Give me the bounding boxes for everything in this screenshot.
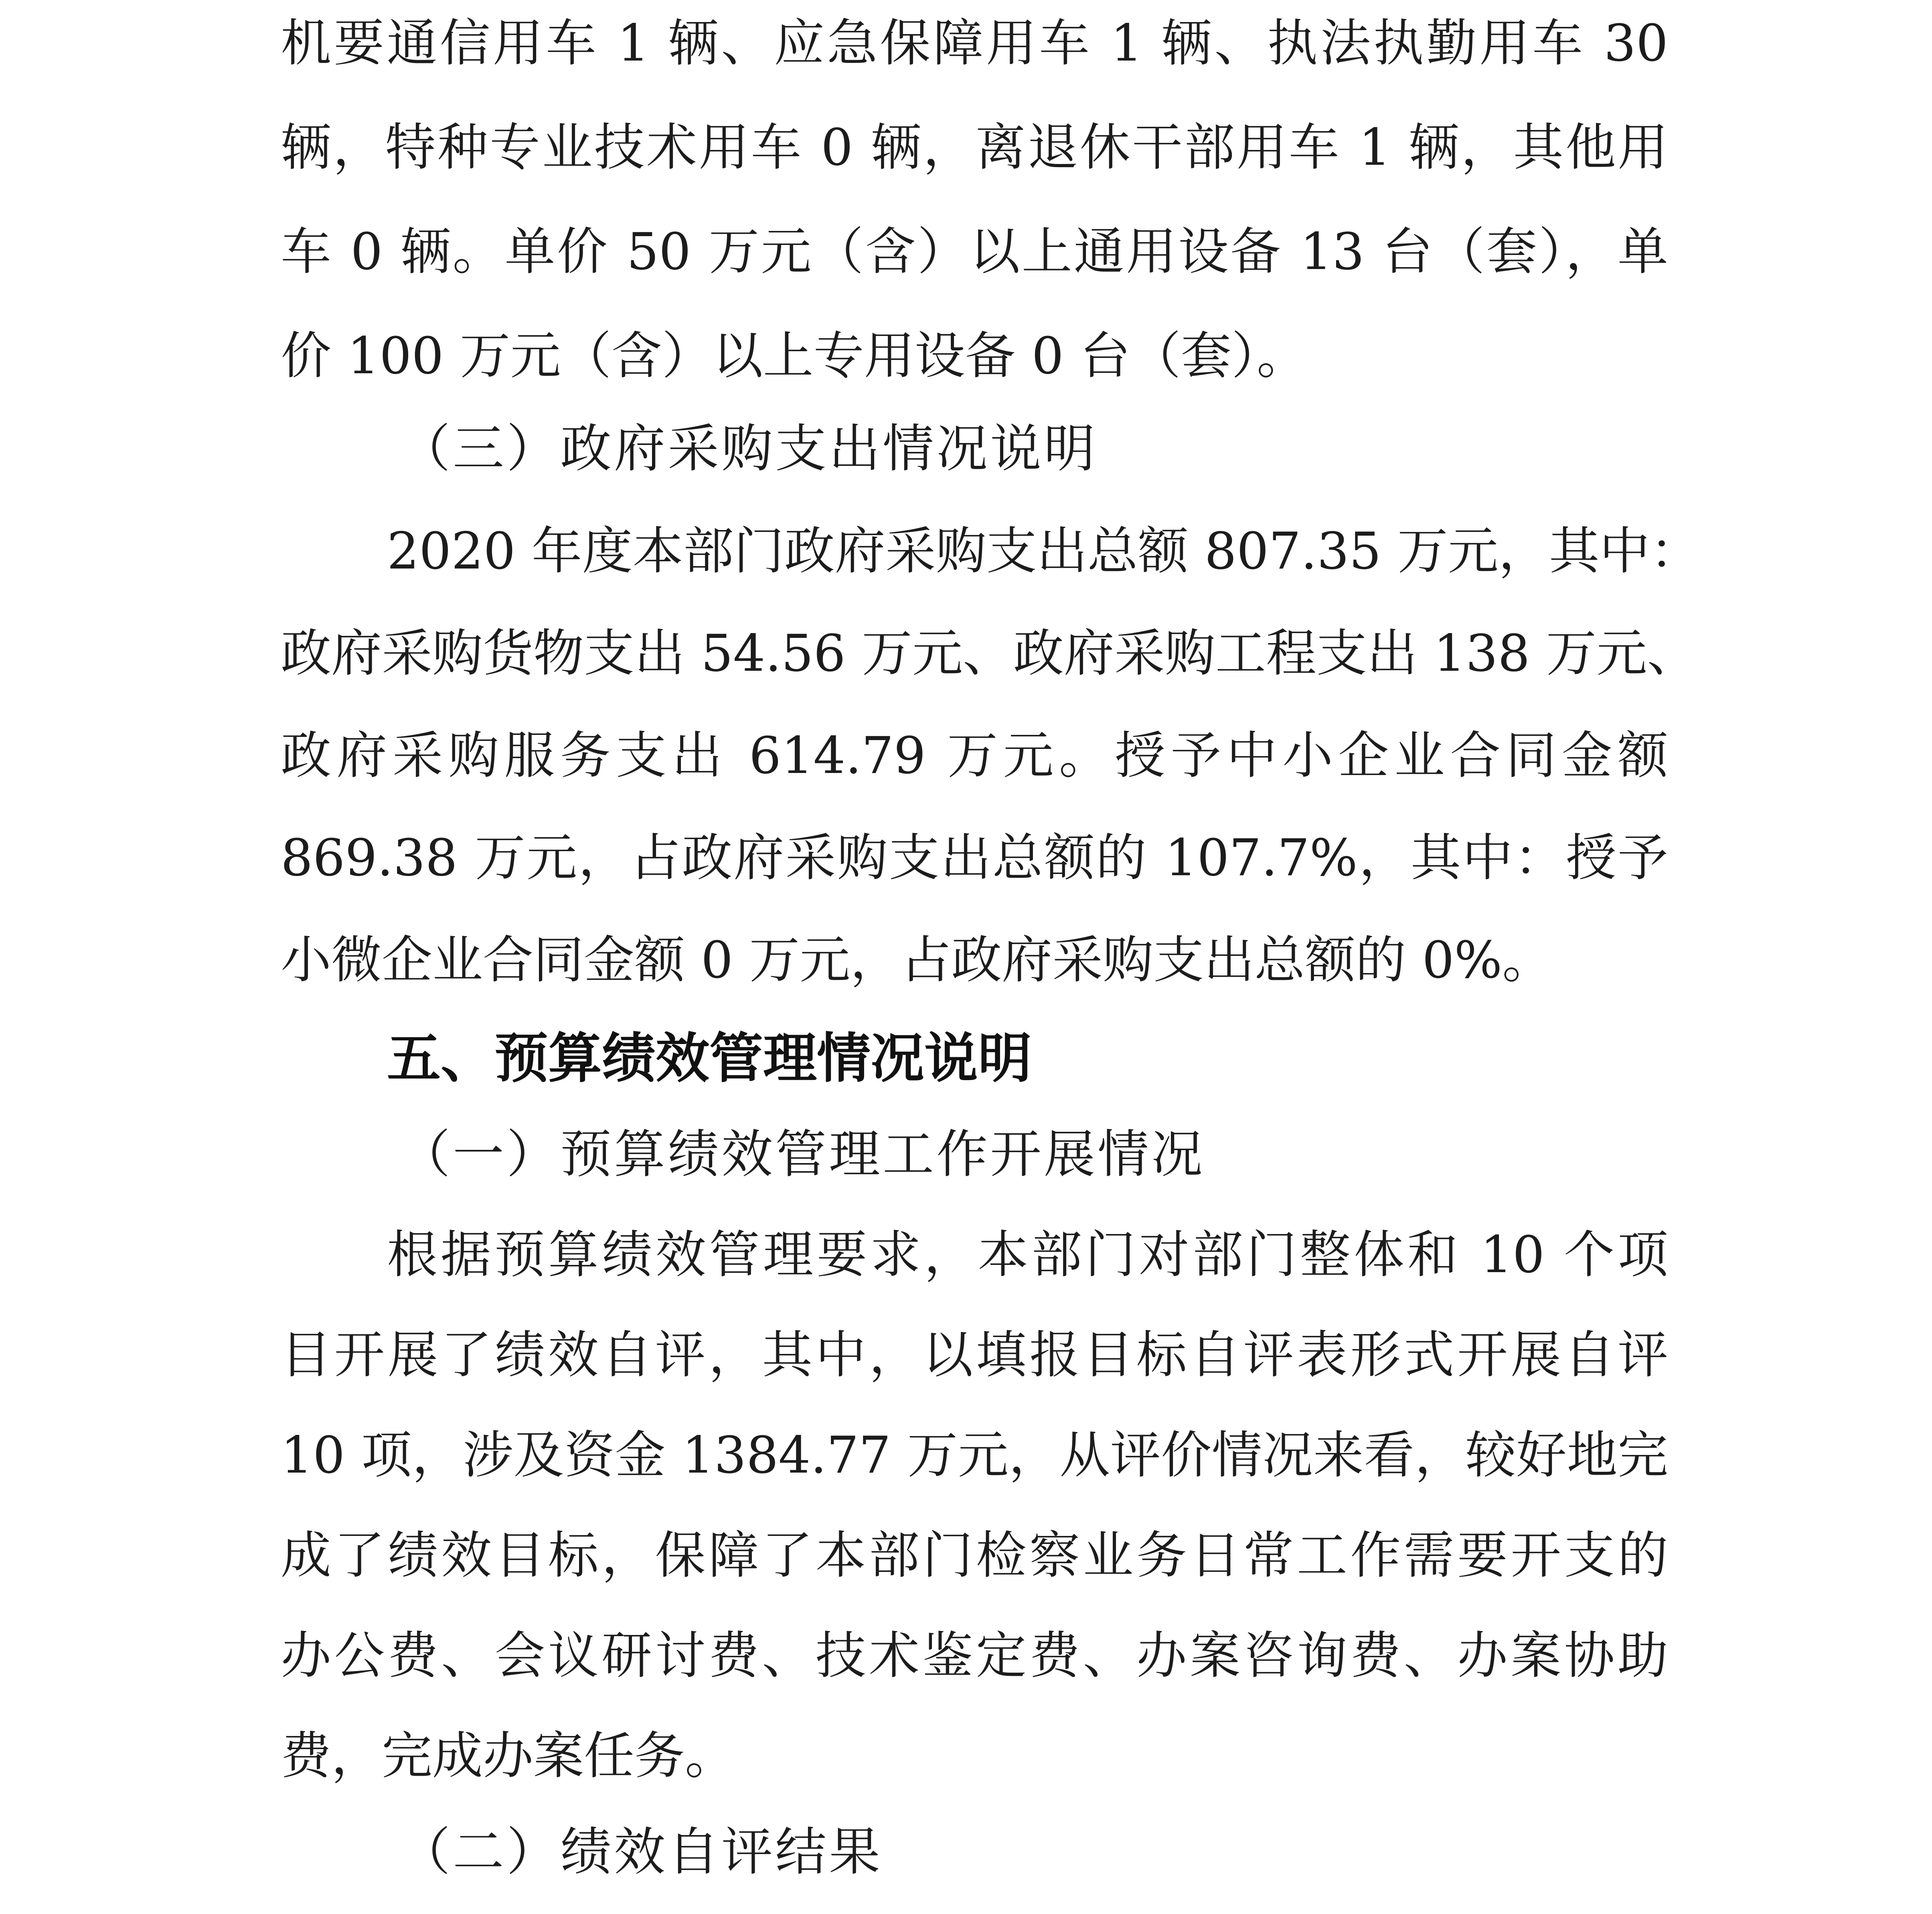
text-line: 目开展了绩效自评，其中，以填报目标自评表形式开展自评	[281, 1325, 1668, 1384]
text-line: 小微企业合同金额 0 万元，占政府采购支出总额的 0%。	[281, 931, 1553, 989]
part-heading: 五、预算绩效管理情况说明	[387, 1027, 1032, 1090]
text-line: 869.38 万元，占政府采购支出总额的 107.7%，其中：授予	[281, 828, 1668, 887]
section-heading: （三）政府采购支出情况说明	[399, 419, 1098, 479]
text-line: 10 项，涉及资金 1384.77 万元，从评价情况来看，较好地完	[281, 1426, 1668, 1485]
text-line: 2020 年度本部门政府采购支出总额 807.35 万元，其中：	[387, 522, 1701, 581]
section-heading: （一）预算绩效管理工作开展情况	[399, 1125, 1205, 1184]
text-line: 政府采购服务支出 614.79 万元。授予中小企业合同金额	[281, 726, 1668, 785]
text-line: 政府采购货物支出 54.56 万元、政府采购工程支出 138 万元、	[281, 624, 1698, 683]
text-line: 辆，特种专业技术用车 0 辆，离退休干部用车 1 辆，其他用	[281, 118, 1668, 177]
text-line: 根据预算绩效管理要求，本部门对部门整体和 10 个项	[387, 1225, 1668, 1284]
text-line: 费，完成办案任务。	[281, 1726, 735, 1785]
text-line: 办公费、会议研讨费、技术鉴定费、办案咨询费、办案协助	[281, 1626, 1668, 1685]
section-heading: （二）绩效自评结果	[399, 1822, 883, 1882]
text-line: 车 0 辆。单价 50 万元（含）以上通用设备 13 台（套），单	[281, 222, 1668, 281]
text-line: 成了绩效目标，保障了本部门检察业务日常工作需要开支的	[281, 1526, 1668, 1585]
text-line: 价 100 万元（含）以上专用设备 0 台（套）。	[281, 326, 1307, 385]
text-line: 机要通信用车 1 辆、应急保障用车 1 辆、执法执勤用车 30	[281, 14, 1668, 73]
